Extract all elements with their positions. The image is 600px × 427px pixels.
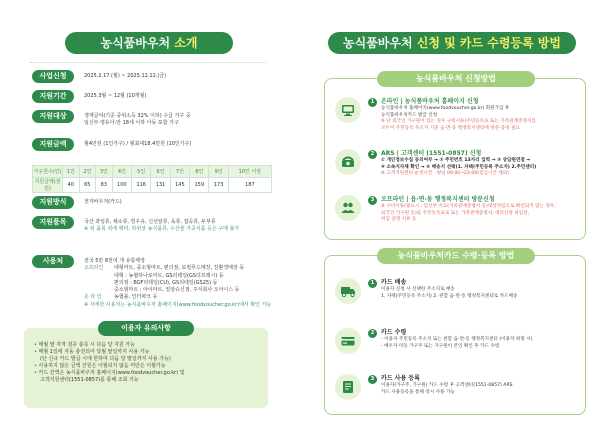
step-title: 카드 배송 [381, 279, 407, 286]
tag-period: 지원기간 [32, 90, 74, 103]
step-warning: ※ 고객지원센터 운영시간 : 평일 09:00~22:00(점심시간 제외) [381, 171, 509, 177]
table-header-row [33, 166, 272, 178]
list-item: 고객지원센터(1551-0857)를 통해 조회 가능 [40, 377, 139, 383]
table-cell: 187 [228, 178, 271, 193]
list-item: • 사용하지 않은 금액 잔원은 이월되지 않음 미만은 이월가능 [34, 363, 260, 370]
table-cell: 131 [151, 178, 170, 193]
usage-note: ※ 자세한 사용처는 농식품바우처 홈페이지(www.foodvoucher.go.kr)에서 확인 가능 [84, 301, 272, 308]
step-line: 1. 자택(주민등록 주소지) 2. 관할 읍·면·동 행정복지센터로 카드배송 [381, 293, 518, 299]
card-icon [335, 328, 361, 354]
step-warning: 모두어 주민등록 주소지 기준 읍·면·동 행정복지센터에 방문·증빙 필요 [381, 125, 520, 131]
computer-icon [335, 97, 361, 123]
step-line: 카드 사용등록을 통해 즉시 사용 가능 [381, 389, 455, 395]
right-panel [318, 10, 590, 418]
method-text: 전자바우처(카드) [84, 199, 122, 205]
card-receive-title: 농식품바우처카드 수령·등록 방법 [377, 248, 535, 264]
table-cell: 3인 [96, 166, 113, 178]
step-warning: 외국인 가구원 등)를 주민등록표로 또는 가족관계증명서, 대리신청 위임장, [381, 210, 530, 216]
step-title: 카드 사용 등록 [381, 375, 420, 382]
right-title-highlight: 신청 및 카드 수령등록 방법 [416, 36, 561, 50]
amount-table [32, 165, 272, 193]
apply-method-title: 농식품바우처 신청방법 [377, 71, 535, 87]
tag-items: 지원품목 [32, 216, 74, 229]
info-row-amount [32, 138, 272, 151]
target-line-1: 생계급여(기준 중위소득 32% 이하) 수급 가구 중 [84, 113, 191, 119]
step-line: - 배우자 미동 가구주 또는 가구원이 본인 확인 후 카드 수령 [381, 343, 500, 349]
usage-section [32, 248, 272, 309]
tag-method: 지원방식 [32, 196, 74, 209]
usage-item: 오프라인 대형마트, 중소형마트, 편의점, 로컬푸드매장, 친환경매장 등 [84, 265, 245, 272]
table-cell: 가구원수(인) [33, 166, 63, 178]
step-number: 3 [368, 375, 377, 384]
left-title-banner [65, 32, 233, 54]
step-warning: 위임 증명 서류 등 [381, 217, 417, 223]
usage-item: 중소형마트 : 아이마트, 일암슈신점, 주식회사 오아시스 등 [114, 287, 240, 294]
apply-method-box [324, 74, 586, 240]
right-title-main: 농식품바우처 [343, 36, 417, 50]
step-warning: ※ 단 외국인 가구원이 있는 경우 구비서류(주민등록표 또는 가족관계증명서를 [381, 119, 536, 125]
apply-step-ars [335, 149, 583, 178]
step-title: 온라인 | 농식품바우처 홈페이지 신청 [381, 98, 479, 105]
usage-item: 대형 : 농협하나로마트, GS리테일(GS더프레시) 등 [114, 272, 224, 279]
table-cell: 116 [132, 178, 151, 193]
step-title: 오프라인 | 읍·면·동 행정복지센터 방문신청 [381, 196, 495, 203]
card-receive-box [324, 251, 586, 415]
divider [30, 62, 266, 63]
step-title: 카드 수령 [381, 329, 407, 336]
info-row-method [32, 196, 272, 209]
target-line-2: 임신부·영유아·만 18세 이하 아동 포함 가구 [84, 120, 179, 126]
step-number: 3 [368, 196, 377, 205]
info-row-items [32, 216, 272, 233]
table-cell: 9인 [209, 166, 228, 178]
caution-title: 이용자 유의사항 [98, 321, 194, 336]
table-cell: 65 [79, 178, 96, 193]
apply-step-online [335, 97, 583, 132]
info-row-target [32, 110, 272, 127]
table-cell: 4인 [112, 166, 131, 178]
table-cell: 1인 [63, 166, 80, 178]
items-note: ※ 위 품목 외에 백미, 하위상 농식품류, 수산물 가공식품 등은 구매 불가 [84, 226, 240, 232]
table-row [33, 178, 272, 193]
step-line: ① 개인정보수집 동의여부 → ② 주민번호 13자리 입력 → ③ 상담원연결 → [381, 158, 531, 163]
step-number: 2 [368, 150, 377, 159]
table-cell: 8인 [190, 166, 209, 178]
info-row-apply [32, 70, 272, 83]
left-title-main: 농식품바우처 [100, 36, 171, 50]
step-line: ④ 소속지자체 확인 → ⑤ 배송지 선택(1. 자택(주민등록 주소지) 2.주민센터) [381, 164, 537, 170]
table-cell: 6인 [151, 166, 170, 178]
step-warning: ※ 구비서류(필요시 : 임신부 자료(가족관계증명서 등)대상자임으로 확인되지 않는 경우, [381, 204, 556, 209]
table-cell: 5인 [132, 166, 151, 178]
usage-item: 온 라 인 농협몰, 인터파크 등 [84, 294, 158, 301]
table-cell: 40 [63, 178, 80, 193]
table-cell: 173 [209, 178, 228, 193]
list-item: • 매월 1일에 자동 충전되어 당월 말일까지 사용 가능 [34, 349, 260, 356]
list-item: • 매월 말 자격 검증 충족 시 다음 달 지원 가능 [34, 342, 260, 349]
truck-icon [335, 278, 361, 304]
step-number: 2 [368, 329, 377, 338]
step-line: 이용자(가구주, 가구원) 카드 수령 후 고객센터(1551-0857) ARS [381, 383, 513, 388]
step-number: 1 [368, 279, 377, 288]
right-title-banner [328, 32, 576, 54]
table-cell: 145 [170, 178, 189, 193]
table-cell: 10인 이상 [228, 166, 271, 178]
table-cell: 159 [190, 178, 209, 193]
step-line: 농식품바우처 홈페이지(www.foodvoucher.go.kr) 회원가입 후 [381, 106, 510, 111]
table-cell: 7인 [170, 166, 189, 178]
step-line: - 이용자 주민등록 주소지 또는 관할 읍·면·동 행정복지센터 (이용자 희망 시) [381, 337, 533, 342]
usage-item: 편의점 : BGF리테일(CU), GS리테일(GS25) 등 [114, 279, 218, 286]
tag-usage: 사용처 [32, 255, 74, 268]
tag-target: 지원대상 [32, 110, 74, 123]
step-title: ARS | 고객센터 (1551-0857) 신청 [381, 150, 482, 157]
items-text: 국산 과일류, 채소류, 흰우유, 신선알류, 육류, 잡곡류, 두부류 [84, 219, 216, 225]
people-icon [335, 195, 361, 221]
tag-apply: 사업신청 [32, 70, 74, 83]
step-line: 농식품바우처카드 발급 신청 [381, 112, 438, 118]
register-icon [335, 374, 361, 400]
table-cell: 83 [96, 178, 113, 193]
card-step-receive [335, 328, 583, 354]
list-item: • 카드 잔액은 농식품바우처 홈페이지(www.foodvoucher.go.kr) 및 [34, 370, 260, 377]
usage-intro: 전국 5만 8천여 개 유통매장 [84, 258, 146, 264]
amount-summary: 월4만원 (1인가구) / 월최대18.4만원 (10인가구) [84, 141, 192, 147]
tag-amount: 지원금액 [32, 138, 74, 151]
step-number: 1 [368, 98, 377, 107]
table-cell: 지원금액(천원) [34, 179, 61, 192]
left-title-highlight: 소개 [174, 36, 198, 50]
card-step-register [335, 374, 583, 400]
left-panel [10, 10, 282, 418]
list-item: (단 신규 카드 발급 시에 한하여 다음 달 말일까지 사용 가능) [40, 356, 171, 362]
table-cell: 100 [112, 178, 131, 193]
phone-icon [335, 149, 361, 175]
support-period: 2025.3월 ~ 12월 (10개월) [84, 93, 147, 99]
apply-step-offline [335, 195, 583, 224]
step-line: 이용자 신청 시 선택한 주소지로 배송 [381, 287, 455, 292]
card-step-delivery [335, 278, 583, 304]
caution-box [24, 324, 268, 408]
info-row-period [32, 90, 272, 103]
table-cell: 2인 [79, 166, 96, 178]
apply-period: 2025.2.17.(월) ~ 2025.12.12.(금) [84, 73, 167, 79]
